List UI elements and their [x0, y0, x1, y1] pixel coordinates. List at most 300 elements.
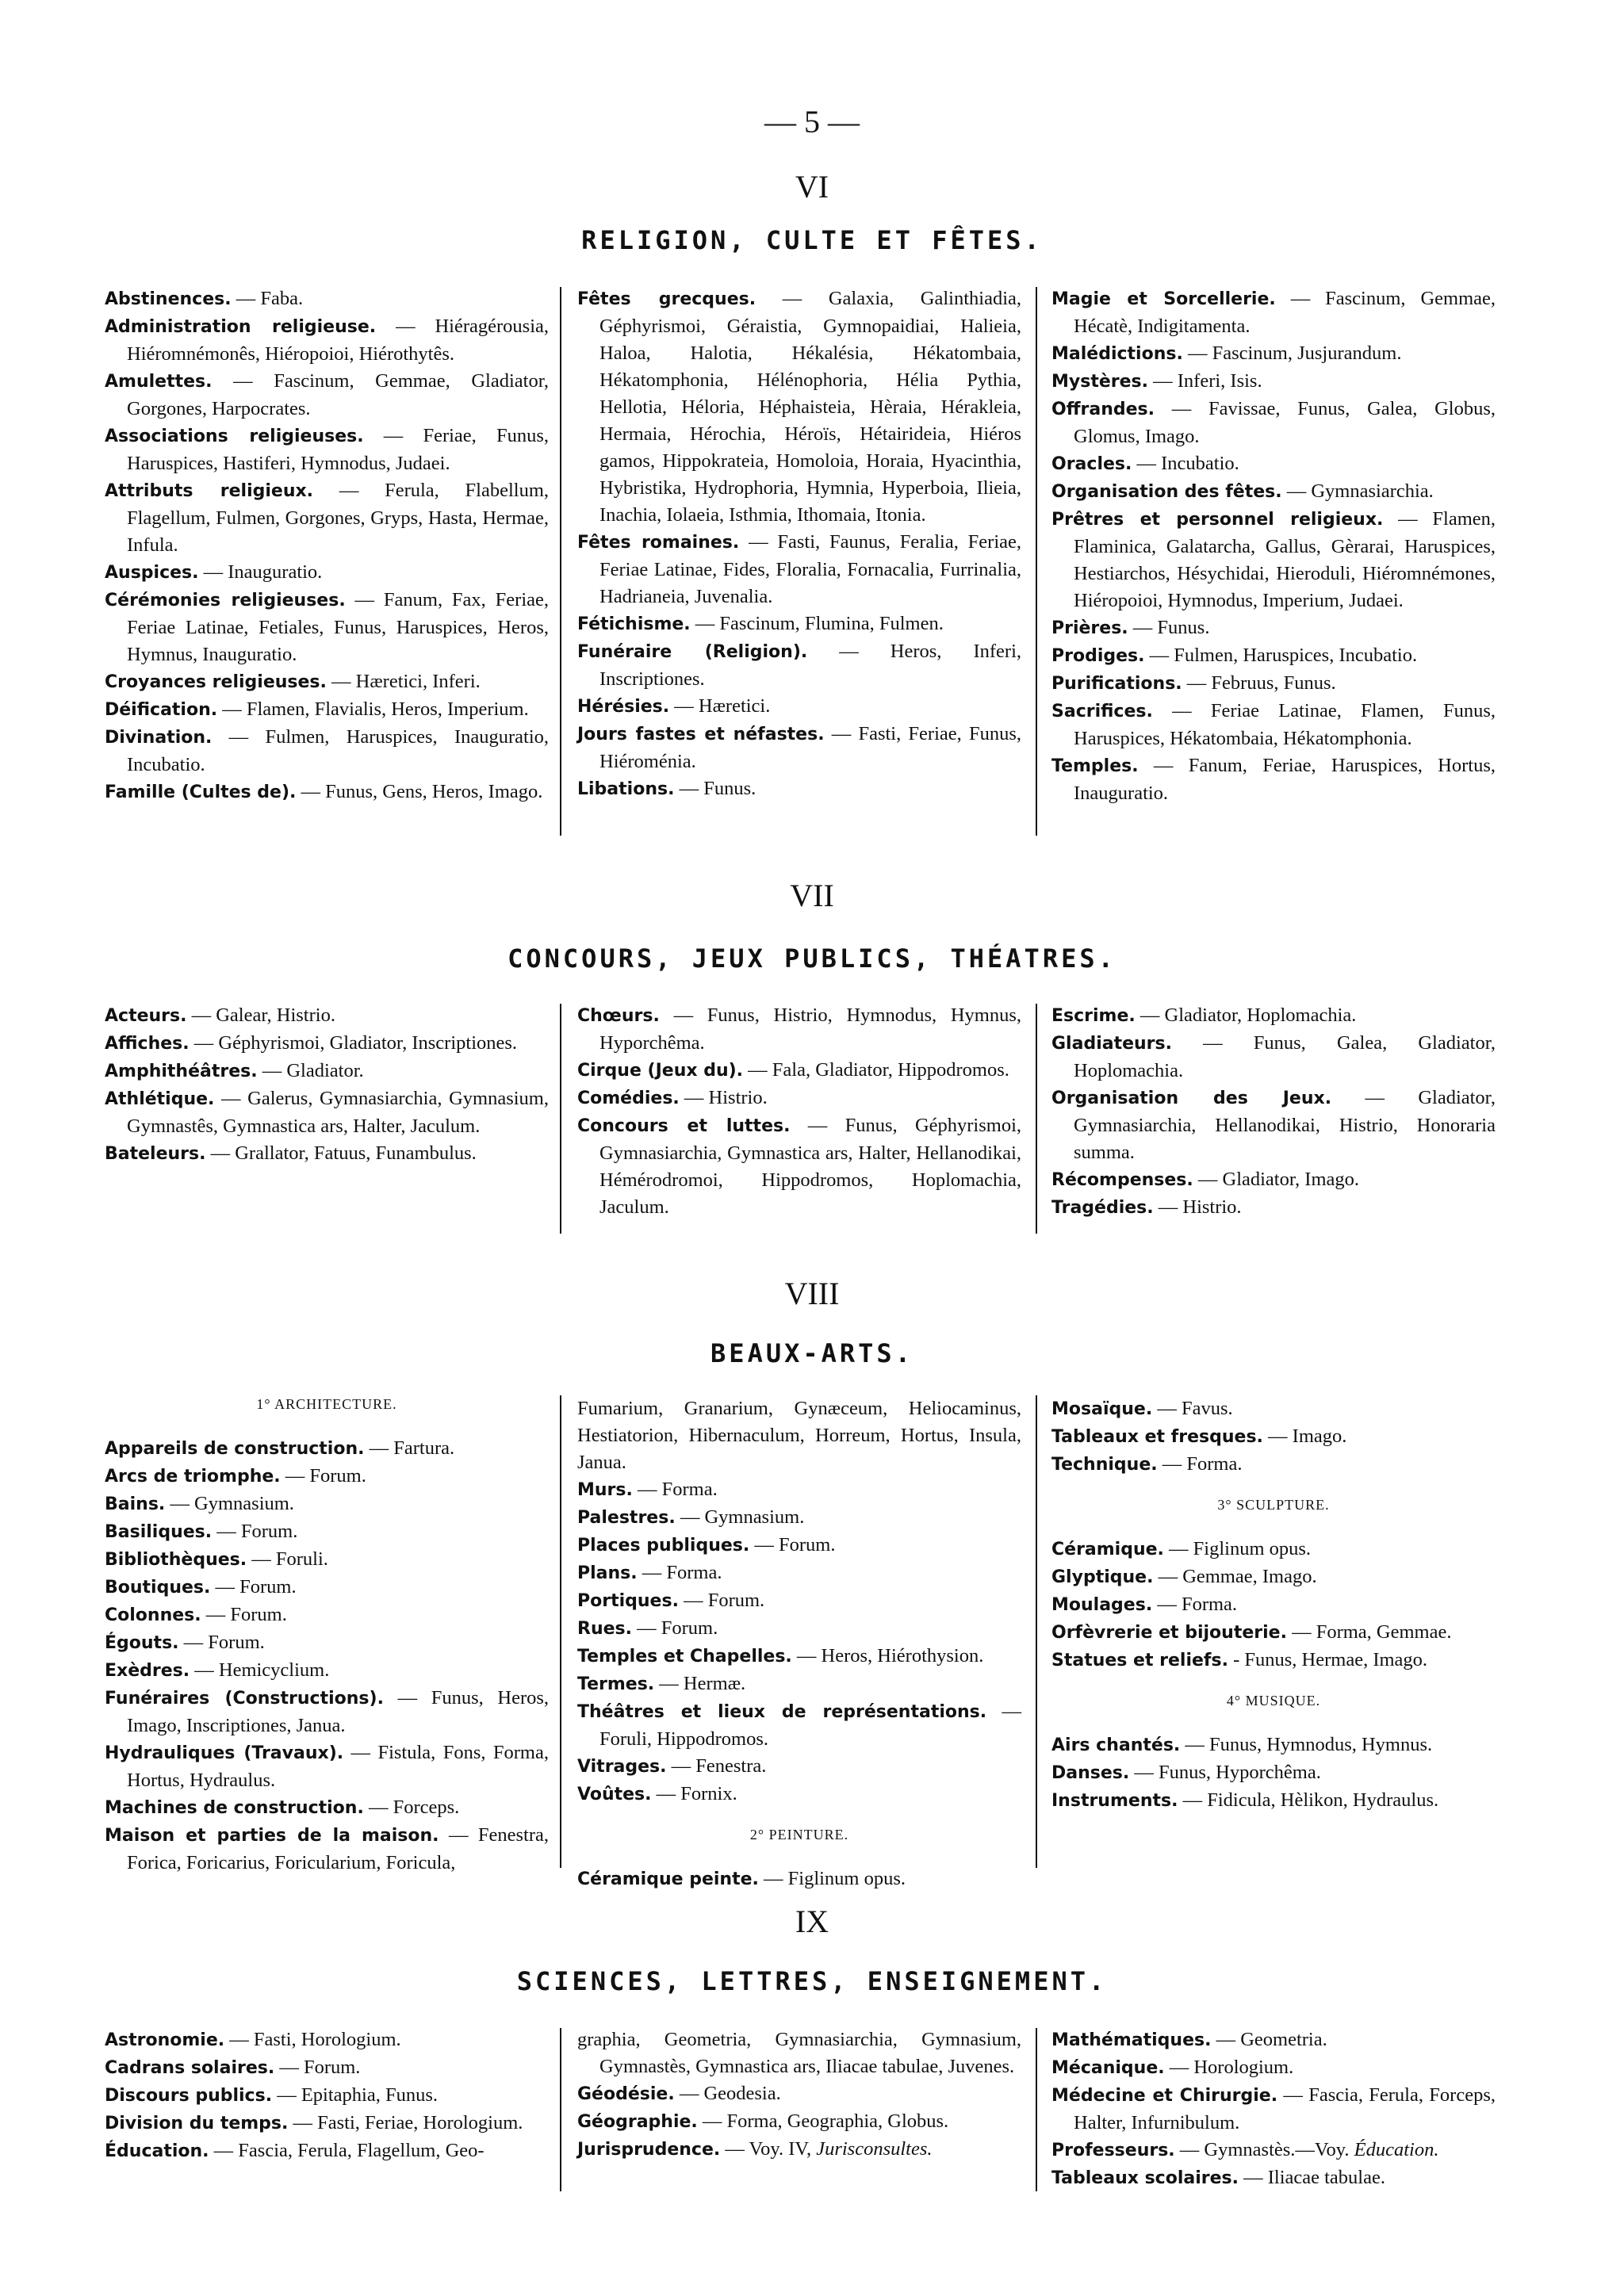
entry-terms: — Epitaphia, Funus.	[277, 2084, 438, 2106]
index-entry	[1051, 642, 1496, 670]
index-entry	[577, 1476, 1021, 1504]
entry-heading: Chœurs.	[577, 1006, 660, 1026]
index-entry	[577, 775, 1021, 803]
entry-terms: — Forma.	[1157, 1594, 1238, 1615]
entry-heading: Administration religieuse.	[105, 317, 377, 337]
entry-terms: — Foruli.	[251, 1548, 328, 1570]
index-entry	[577, 1504, 1021, 1532]
entry-terms: — Histrio.	[684, 1087, 768, 1108]
index-entry	[1051, 2026, 1496, 2054]
entry-terms: — Galaxia, Galinthiadia, Géphyrismoi, Géraistia, Gymnopaidiai, Halieia, Haloa, Halotia, Hékalésia, Hékatombaia, Hékatomphonia, Hélénophoria, Hélia Pythia, Hellotia, Héloria, Héphaisteia, Hèraia, Hérakleia, Hermaia, Hérochia, Héroïs, Hétairideia, Hiéros gamos, Hippokrateia, Homoloia, Horaia, Hyacinthia, Hybristika, Hydrophoria, Hymnia, Hyperboia, Ilieia, Inachia, Iolaeia, Isthmia, Ithomaia, Itonia.	[599, 288, 1021, 526]
section-ix-column-2	[577, 2026, 1021, 2164]
index-entry	[1051, 614, 1496, 642]
section-numeral-vi: VI	[795, 169, 829, 205]
entry-heading: Comédies.	[577, 1089, 680, 1108]
column-divider	[560, 2028, 561, 2191]
entry-terms: — Gladiator, Gymnasiarchia, Hellanodikai, Histrio, Honoraria summa.	[1074, 1087, 1496, 1163]
entry-terms: — Gladiator, Imago.	[1197, 1169, 1360, 1190]
entry-heading: Vitrages.	[577, 1757, 667, 1777]
index-entry	[105, 779, 549, 806]
entry-heading: Céramique peinte.	[577, 1869, 759, 1889]
entry-terms: — Fanum, Feriae, Haruspices, Hortus, Inauguratio.	[1074, 755, 1496, 804]
entry-terms: — Gymnasium.	[680, 1506, 805, 1528]
entry-heading: Colonnes.	[105, 1605, 201, 1625]
entry-heading: Glyptique.	[1051, 1567, 1154, 1587]
index-entry	[1051, 1787, 1496, 1815]
section-ix-column-1	[105, 2026, 549, 2165]
index-entry	[1051, 2164, 1496, 2192]
section-title-beaux-arts: BEAUX-ARTS.	[710, 1338, 914, 1368]
index-entry	[1051, 1591, 1496, 1619]
section-numeral-vii: VII	[790, 878, 834, 913]
index-entry	[105, 1518, 549, 1546]
section-vii-column-2	[577, 1002, 1021, 1221]
index-entry	[577, 1670, 1021, 1698]
column-divider	[1036, 1395, 1037, 1868]
entry-heading: Amulettes.	[105, 372, 213, 392]
entry-terms: — Forma.	[1162, 1453, 1243, 1475]
subsection-heading: 3° SCULPTURE.	[1217, 1497, 1330, 1513]
entry-terms: — Funus, Heros, Imago, Inscriptiones, Janua.	[127, 1687, 550, 1736]
entry-heading: Mécanique.	[1051, 2058, 1165, 2078]
index-entry	[105, 1140, 549, 1168]
entry-terms: — Feriae Latinae, Flamen, Funus, Haruspices, Hékatombaia, Hékatomphonia.	[1074, 700, 1496, 749]
entry-heading: Cadrans solaires.	[105, 2058, 275, 2078]
entry-heading: Famille (Cultes de).	[105, 783, 297, 802]
index-entry	[105, 313, 549, 368]
entry-terms: — Heros, Hiérothysion.	[796, 1645, 984, 1667]
section-viii-column-2	[577, 1395, 1021, 1893]
index-entry	[1051, 670, 1496, 698]
entry-terms: — Funus, Histrio, Hymnodus, Hymnus, Hyporchêma.	[599, 1004, 1021, 1054]
entry-terms: — Forma, Gemmae.	[1292, 1621, 1452, 1643]
entry-terms: — Fala, Gladiator, Hippodromos.	[748, 1059, 1009, 1081]
entry-terms: — Hiéragérousia, Hiéromnémonês, Hiéropoioi, Hiérothytês.	[127, 316, 550, 365]
index-entry	[577, 1002, 1021, 1057]
entry-terms: — Figlinum opus.	[764, 1868, 906, 1889]
index-entry	[105, 423, 549, 477]
entry-terms: — Fistula, Fons, Forma, Hortus, Hydraulus.	[127, 1742, 549, 1791]
entry-terms: — Forum.	[215, 1576, 297, 1598]
index-entry	[1051, 450, 1496, 478]
index-entry	[1051, 1619, 1496, 1647]
index-entry	[105, 2026, 549, 2054]
entry-terms: — Forum.	[285, 1465, 366, 1487]
index-entry	[577, 1615, 1021, 1643]
entry-heading: Athlétique.	[105, 1089, 215, 1109]
entry-heading: Escrime.	[1051, 1006, 1136, 1026]
entry-terms: — Februus, Funus.	[1186, 672, 1336, 694]
entry-terms: — Funus, Galea, Gladiator, Hoplomachia.	[1074, 1032, 1496, 1081]
index-entry	[1051, 2082, 1496, 2137]
entry-heading: Prêtres et personnel religieux.	[1051, 510, 1384, 530]
index-entry	[105, 2054, 549, 2082]
index-entry	[577, 2136, 1021, 2164]
entry-terms: — Grallator, Fatuus, Funambulus.	[210, 1142, 477, 1164]
index-entry	[1051, 285, 1496, 340]
entry-terms: — Flamen, Flavialis, Heros, Imperium.	[222, 698, 529, 720]
entry-reference: Jurisconsultes.	[816, 2138, 933, 2160]
entry-heading: Prières.	[1051, 618, 1128, 638]
index-entry	[105, 724, 549, 779]
entry-heading: Appareils de construction.	[105, 1439, 365, 1459]
entry-terms: — Ferula, Flabellum, Flagellum, Fulmen, Gorgones, Gryps, Hasta, Hermae, Infula.	[127, 480, 550, 556]
index-entry	[577, 1057, 1021, 1085]
entry-heading: Basiliques.	[105, 1522, 213, 1542]
index-entry	[1051, 752, 1496, 807]
entry-heading: Associations religieuses.	[105, 427, 364, 446]
index-entry	[105, 1629, 549, 1657]
entry-heading: Éducation.	[105, 2141, 209, 2161]
index-entry	[105, 1794, 549, 1822]
entry-heading: Géodésie.	[577, 2084, 675, 2104]
entry-heading: Funéraires (Constructions).	[105, 1689, 384, 1709]
entry-heading: Fêtes grecques.	[577, 289, 756, 309]
index-entry	[105, 668, 549, 696]
entry-heading: Bains.	[105, 1494, 166, 1514]
entry-heading: Fétichisme.	[577, 614, 691, 634]
index-entry	[577, 610, 1021, 638]
entry-terms: — Hæretici.	[674, 695, 771, 717]
index-entry	[1051, 506, 1496, 614]
entry-heading: Mathématiques.	[1051, 2030, 1212, 2050]
column-divider	[560, 287, 561, 836]
entry-heading: Bibliothèques.	[105, 1550, 247, 1570]
entry-heading: Magie et Sorcellerie.	[1051, 289, 1276, 309]
index-entry	[577, 1698, 1021, 1753]
entry-terms: — Funus, Hyporchêma.	[1134, 1762, 1321, 1783]
entry-terms: — Fascinum, Gemmae, Gladiator, Gorgones, Harpocrates.	[127, 370, 550, 419]
entry-terms: — Fidicula, Hèlikon, Hydraulus.	[1182, 1789, 1439, 1811]
entry-terms: — Funus, Hymnodus, Hymnus.	[1185, 1734, 1433, 1755]
index-entry	[1051, 1563, 1496, 1591]
index-entry	[577, 693, 1021, 721]
index-entry	[105, 1085, 549, 1140]
index-entry	[577, 1532, 1021, 1559]
section-vi-column-1	[105, 285, 549, 806]
column-divider	[560, 1004, 561, 1234]
index-entry	[1051, 1647, 1496, 1674]
entry-heading: Affiches.	[105, 1034, 190, 1054]
entry-heading: Libations.	[577, 779, 675, 799]
entry-terms: — Histrio.	[1158, 1196, 1242, 1218]
entry-terms: — Fascinum, Flumina, Fulmen.	[695, 613, 944, 634]
index-entry	[577, 638, 1021, 693]
entry-heading: Temples.	[1051, 756, 1139, 776]
index-entry	[577, 2026, 1021, 2080]
entry-heading: Arcs de triomphe.	[105, 1467, 281, 1487]
entry-terms: — Gemmae, Imago.	[1158, 1566, 1317, 1587]
index-entry	[105, 559, 549, 587]
entry-heading: Division du temps.	[105, 2114, 289, 2133]
index-entry	[105, 2110, 549, 2137]
entry-heading: Médecine et Chirurgie.	[1051, 2086, 1278, 2106]
entry-terms: — Geodesia.	[679, 2083, 781, 2104]
index-entry	[577, 1643, 1021, 1670]
entry-terms: — Forum.	[684, 1590, 765, 1611]
entry-terms: — Gladiator, Hoplomachia.	[1139, 1004, 1357, 1026]
entry-terms: — Funus.	[679, 778, 756, 799]
entry-heading: Céramique.	[1051, 1540, 1164, 1559]
entry-terms: — Forum.	[637, 1617, 718, 1639]
entry-heading: Places publiques.	[577, 1536, 750, 1556]
entry-terms: — Fascinum, Jusjurandum.	[1187, 342, 1402, 364]
entry-terms: — Forma.	[642, 1562, 722, 1583]
index-entry	[1051, 368, 1496, 396]
index-entry	[1051, 1395, 1496, 1423]
index-entry	[1051, 1085, 1496, 1166]
entry-terms: — Fasti, Feriae, Horologium.	[293, 2112, 523, 2133]
entry-heading: Hydrauliques (Travaux).	[105, 1743, 344, 1763]
index-entry	[105, 368, 549, 423]
entry-terms: — Gymnastès.—Voy.	[1179, 2139, 1350, 2160]
entry-terms: — Fasti, Faunus, Feralia, Feriae, Feriae Latinae, Fides, Floralia, Fornacalia, Furrinalia, Hadrianeia, Juvenalia.	[599, 531, 1022, 607]
entry-terms: — Forum.	[183, 1632, 265, 1653]
index-entry	[105, 1739, 549, 1794]
entry-heading: Malédictions.	[1051, 344, 1183, 364]
index-entry	[105, 1601, 549, 1629]
index-entry	[577, 1866, 1021, 1893]
entry-heading: Mosaïque.	[1051, 1399, 1153, 1419]
entry-heading: Tragédies.	[1051, 1198, 1154, 1218]
entry-terms: — Voy. IV,	[725, 2138, 812, 2160]
index-entry	[1051, 2137, 1496, 2164]
entry-terms: — Fascia, Ferula, Forceps, Halter, Infurnibulum.	[1074, 2084, 1496, 2133]
entry-heading: Égouts.	[105, 1633, 179, 1653]
entry-heading: Airs chantés.	[1051, 1735, 1181, 1755]
entry-heading: Organisation des Jeux.	[1051, 1089, 1332, 1108]
entry-terms: — Incubatio.	[1136, 453, 1239, 474]
entry-terms: — Fanum, Fax, Feriae, Feriae Latinae, Fetiales, Funus, Haruspices, Heros, Hymnus, Inauguratio.	[127, 589, 550, 665]
entry-terms: — Forceps.	[368, 1797, 460, 1818]
entry-terms: — Foruli, Hippodromos.	[599, 1701, 1022, 1750]
entry-heading: Moulages.	[1051, 1595, 1153, 1615]
entry-terms: — Gladiator.	[262, 1060, 364, 1081]
index-entry	[1051, 1536, 1496, 1563]
entry-heading: Oracles.	[1051, 454, 1132, 474]
entry-heading: Prodiges.	[1051, 646, 1145, 666]
entry-heading: Orfèvrerie et bijouterie.	[1051, 1623, 1287, 1643]
entry-heading: Astronomie.	[105, 2030, 225, 2050]
entry-heading: Géographie.	[577, 2112, 698, 2132]
entry-heading: Sacrifices.	[1051, 702, 1153, 721]
entry-terms: — Funus, Géphyrismoi, Gymnasiarchia, Gymnastica ars, Halter, Hellanodikai, Hémérodromoi, Hippodromos, Hoplomachia, Jaculum.	[599, 1115, 1021, 1218]
entry-terms: — Fulmen, Haruspices, Inauguratio, Incubatio.	[127, 726, 549, 775]
subsection-heading: 4° MUSIQUE.	[1226, 1693, 1321, 1709]
section-numeral-viii: VIII	[784, 1276, 840, 1311]
entry-heading: Amphithéâtres.	[105, 1062, 258, 1081]
index-entry	[1051, 1002, 1496, 1030]
entry-terms: — Fulmen, Haruspices, Incubatio.	[1149, 645, 1418, 666]
entry-heading: Mystères.	[1051, 372, 1148, 392]
entry-terms: — Heros, Inferi, Inscriptiones.	[599, 641, 1021, 690]
entry-terms: — Flamen, Flaminica, Galatarcha, Gallus, Gèrarai, Haruspices, Hestiarchos, Hésychidai, Hieroduli, Hiéromnémones, Hiéropoioi, Hymnodus, Imperium, Judaei.	[1074, 508, 1496, 611]
index-entry	[577, 1781, 1021, 1808]
entry-heading: Boutiques.	[105, 1578, 211, 1598]
section-title-concours: CONCOURS, JEUX PUBLICS, THÉATRES.	[508, 943, 1116, 974]
section-vii-column-1	[105, 1002, 549, 1168]
entry-heading: Cérémonies religieuses.	[105, 591, 346, 610]
index-entry	[105, 1463, 549, 1490]
column-divider	[1036, 287, 1037, 836]
entry-heading: Tableaux et fresques.	[1051, 1427, 1263, 1447]
column-divider	[1036, 1004, 1037, 1234]
entry-terms: — Galear, Histrio.	[191, 1004, 335, 1026]
entry-terms: — Inferi, Isis.	[1153, 370, 1262, 392]
index-entry	[577, 1559, 1021, 1587]
index-entry	[105, 1657, 549, 1685]
index-entry	[105, 2082, 549, 2110]
entry-heading: Plans.	[577, 1563, 638, 1583]
entry-heading: Statues et reliefs.	[1051, 1651, 1228, 1670]
entry-heading: Attributs religieux.	[105, 481, 314, 501]
entry-terms: - Funus, Hermae, Imago.	[1233, 1649, 1428, 1670]
entry-terms: — Forum.	[754, 1534, 836, 1556]
index-entry	[105, 1058, 549, 1085]
entry-terms: — Fascia, Ferula, Flagellum, Geo-	[213, 2140, 485, 2161]
index-entry	[1051, 1759, 1496, 1787]
entry-heading: Organisation des fêtes.	[1051, 482, 1282, 502]
index-entry	[105, 2137, 549, 2165]
entry-heading: Termes.	[577, 1674, 655, 1694]
entry-heading: Temples et Chapelles.	[577, 1647, 792, 1667]
entry-heading: Fêtes romaines.	[577, 533, 740, 553]
entry-terms: — Hermæ.	[659, 1673, 746, 1694]
entry-terms: graphia, Geometria, Gymnasiarchia, Gymnasium, Gymnastès, Gymnastica ars, Iliacae tabulae, Juvenes.	[577, 2029, 1021, 2077]
section-ix-column-3	[1051, 2026, 1496, 2192]
index-entry	[1051, 478, 1496, 506]
section-vi-column-3	[1051, 285, 1496, 807]
index-entry	[577, 2080, 1021, 2108]
index-entry	[1051, 2054, 1496, 2082]
entry-reference: Éducation.	[1354, 2139, 1439, 2160]
index-entry	[105, 1822, 549, 1877]
index-entry	[105, 1435, 549, 1463]
entry-terms: — Funus, Gens, Heros, Imago.	[301, 781, 543, 802]
index-entry	[577, 1085, 1021, 1112]
entry-heading: Hérésies.	[577, 697, 670, 717]
entry-terms: — Favissae, Funus, Galea, Globus, Glomus, Imago.	[1074, 398, 1496, 447]
entry-terms: — Fartura.	[369, 1437, 455, 1459]
entry-terms: — Forum.	[205, 1604, 287, 1625]
section-vii-column-3	[1051, 1002, 1496, 1222]
entry-terms: — Hæretici, Inferi.	[331, 671, 481, 692]
index-entry	[105, 285, 549, 313]
index-entry	[577, 1112, 1021, 1221]
index-entry	[577, 721, 1021, 775]
entry-terms: — Iliacae tabulae.	[1243, 2167, 1385, 2188]
entry-terms: — Gymnasium.	[170, 1493, 294, 1514]
index-entry	[577, 1753, 1021, 1781]
entry-heading: Professeurs.	[1051, 2141, 1175, 2160]
entry-heading: Auspices.	[105, 563, 199, 583]
entry-terms: — Favus.	[1157, 1398, 1233, 1419]
entry-terms: — Forma, Geographia, Globus.	[702, 2110, 949, 2132]
entry-heading: Déification.	[105, 700, 218, 720]
entry-terms: — Funus.	[1132, 617, 1210, 638]
index-entry	[105, 1574, 549, 1601]
entry-heading: Acteurs.	[105, 1006, 187, 1026]
entry-terms: — Fornix.	[656, 1783, 737, 1804]
index-entry	[1051, 396, 1496, 450]
entry-continuation: Fumarium, Granarium, Gynæceum, Heliocaminus, Hestiatorion, Hibernaculum, Horreum, Hortus, Insula, Janua.	[577, 1398, 1021, 1473]
section-title-sciences: SCIENCES, LETTRES, ENSEIGNEMENT.	[516, 1966, 1108, 1996]
entry-heading: Purifications.	[1051, 674, 1182, 694]
entry-heading: Concours et luttes.	[577, 1116, 791, 1136]
index-entry	[105, 1685, 549, 1739]
index-entry	[1051, 1732, 1496, 1759]
entry-heading: Discours publics.	[105, 2086, 273, 2106]
entry-heading: Divination.	[105, 728, 213, 748]
index-entry	[1051, 340, 1496, 368]
index-entry	[105, 1030, 549, 1058]
entry-terms: — Galerus, Gymnasiarchia, Gymnasium, Gymnastês, Gymnastica ars, Halter, Jaculum.	[127, 1088, 549, 1137]
entry-heading: Abstinences.	[105, 289, 232, 309]
entry-terms: — Feriae, Funus, Haruspices, Hastiferi, Hymnodus, Judaei.	[127, 425, 550, 474]
index-entry	[105, 1546, 549, 1574]
entry-heading: Jurisprudence.	[577, 2140, 721, 2160]
entry-terms: — Imago.	[1268, 1425, 1347, 1447]
index-entry	[1051, 1166, 1496, 1194]
entry-terms: — Fenestra, Forica, Foricarius, Foricularium, Foricula,	[127, 1824, 550, 1873]
entry-heading: Jours fastes et néfastes.	[577, 725, 825, 744]
entry-heading: Théâtres et lieux de représentations.	[577, 1702, 987, 1722]
index-entry	[577, 285, 1021, 529]
entry-terms: — Fasti, Horologium.	[229, 2029, 401, 2050]
entry-terms: — Figlinum opus.	[1169, 1538, 1312, 1559]
index-entry	[1051, 1030, 1496, 1085]
entry-terms: — Gymnasiarchia.	[1286, 480, 1434, 502]
entry-heading: Rues.	[577, 1619, 632, 1639]
index-entry	[577, 2108, 1021, 2136]
index-entry	[105, 696, 549, 724]
index-entry	[1051, 1194, 1496, 1222]
index-entry	[105, 1002, 549, 1030]
entry-terms: — Forum.	[216, 1521, 298, 1542]
entry-heading: Cirque (Jeux du).	[577, 1061, 744, 1081]
entry-heading: Croyances religieuses.	[105, 672, 327, 692]
entry-terms: — Forma.	[637, 1479, 718, 1500]
entry-heading: Technique.	[1051, 1455, 1158, 1475]
entry-terms: — Géphyrismoi, Gladiator, Inscriptiones.	[193, 1032, 518, 1054]
entry-heading: Funéraire (Religion).	[577, 642, 808, 662]
entry-terms: — Horologium.	[1169, 2057, 1294, 2078]
entry-terms: — Forum.	[279, 2057, 361, 2078]
subsection-heading: 1° ARCHITECTURE.	[256, 1396, 397, 1412]
index-entry	[1051, 1423, 1496, 1451]
entry-heading: Bateleurs.	[105, 1144, 206, 1164]
column-divider	[1036, 2028, 1037, 2191]
section-viii-column-3	[1051, 1395, 1496, 1815]
entry-terms: — Hemicyclium.	[194, 1659, 330, 1681]
entry-heading: Tableaux scolaires.	[1051, 2168, 1239, 2188]
index-entry	[577, 1587, 1021, 1615]
index-entry	[1051, 698, 1496, 752]
entry-heading: Machines de construction.	[105, 1798, 364, 1818]
subsection-heading: 2° PEINTURE.	[749, 1827, 849, 1843]
entry-heading: Murs.	[577, 1480, 633, 1500]
index-entry	[105, 1490, 549, 1518]
entry-terms: — Faba.	[236, 288, 304, 309]
index-entry	[105, 477, 549, 559]
entry-terms: — Fascinum, Gemmae, Hécatè, Indigitamenta.	[1074, 288, 1496, 337]
entry-heading: Palestres.	[577, 1508, 676, 1528]
section-viii-column-1	[105, 1378, 549, 1877]
index-entry	[105, 587, 549, 668]
entry-heading: Gladiateurs.	[1051, 1034, 1172, 1054]
index-entry	[577, 529, 1021, 610]
index-entry	[1051, 1451, 1496, 1479]
